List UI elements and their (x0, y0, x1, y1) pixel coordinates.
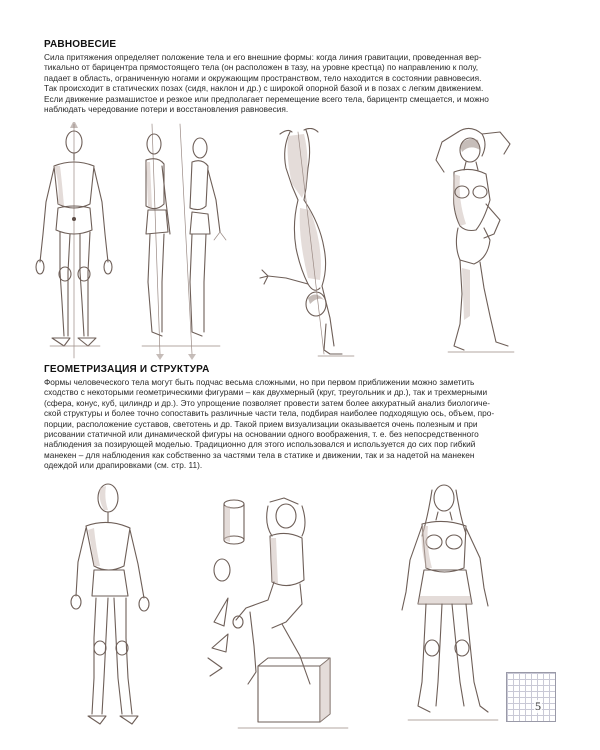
paragraph-line: Если движение размашистое и резкое или предполагает перемещение всего тела, барицентр смещается, и можно (44, 93, 489, 104)
paragraph-line: порции, расположение суставов, светотень и др. Такой прием визуализации оказывается очень полезным и при (44, 418, 478, 429)
section-paragraph-geometrization (44, 377, 564, 471)
paragraph-line: наблюдать чередование потери и восстановления равновесия. (44, 104, 289, 115)
paragraph-line: манекен – для наблюдения как собственно за частями тела в статике и движении, так и за надетой на манекен (44, 449, 475, 460)
geometric-woman-sketch (388, 476, 518, 732)
paragraph-line: наблюдения за позирующей моделью. Традиционно для этого использовался и используется до сих пор гибкий (44, 439, 476, 450)
paragraph-line: тикально от барицентра прямостоящего тела (он расположен в тазу, на уровне крестца) по направлению к полу, (44, 62, 479, 73)
section-paragraph-balance (44, 52, 564, 114)
geometric-seated-figure-sketch (198, 496, 358, 736)
section-heading-geometrization: ГЕОМЕТРИЗАЦИЯ И СТРУКТУРА (44, 364, 210, 375)
page-number: 5 (535, 699, 541, 713)
paragraph-line: падает в область, ограниченную ногами и окружающим пространством, тело находится в состоянии равновесия. (44, 72, 482, 83)
mannequin-balance-sketch (30, 122, 230, 360)
wooden-mannequin-sketch (64, 478, 174, 734)
paragraph-line: сходство с некоторыми геометрическими фигурами – как двухмерный (круг, треугольник и др.), так и трехмерными (44, 387, 488, 398)
paragraph-line: одеждой или драпировками (см. стр. 11). (44, 460, 203, 471)
section-heading-balance: РАВНОВЕСИЕ (44, 39, 117, 50)
handstand-figure-sketch (258, 128, 398, 360)
paragraph-line: (сфера, конус, куб, цилиндр и др.). Это упрощение позволяет провести затем более аккуратный анализ биологиче- (44, 397, 490, 408)
page-corner-grid (506, 672, 556, 722)
paragraph-line: рисовании статичной или динамической фигуры на основании одного воображения, т. е. без непосредственного (44, 429, 479, 440)
paragraph-line: ской структуры и более точно сопоставить различные части тела, подбирая наиболее подходящую ось, объем, про- (44, 408, 495, 419)
paragraph-line: Формы человеческого тела могут быть подчас весьма сложными, но при первом приближении можно заметить (44, 377, 475, 387)
standing-woman-sketch (418, 120, 538, 362)
paragraph-line: Так происходит в статических позах (сидя, наклон и др.) с широкой опорной базой и в позах с легким движением. (44, 83, 484, 94)
paragraph-line: Сила притяжения определяет положение тела и его внешние формы: когда линия гравитации, проведенная вер- (44, 52, 482, 62)
